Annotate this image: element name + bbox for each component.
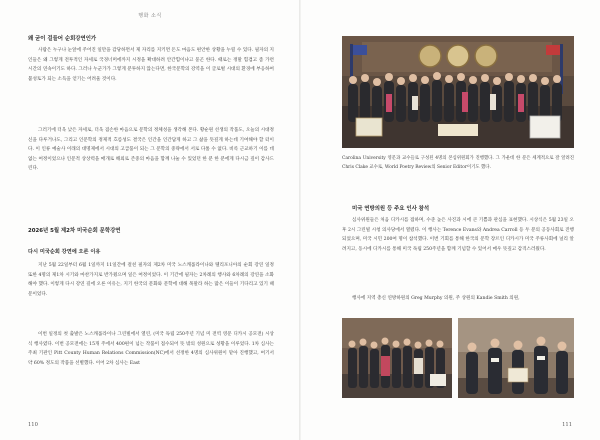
subsection-paragraph-2: 이번 일정의 첫 출발은 노스캐롤라이나 그린빌에서 열린, (미국 독립 250주년 기념 미 전역 영문 디카시 공모전) 시상식 행사였다. 이번 공모전에는 15개 주에서 400편이 넘는 작품이 접수되어 뜻 밖의 성원으로 성황을 이루었다. 1차 심사는 주최 기관인 Pitt County Human Relations Commission(NC)에서 선정한 4명의 심사위원이 맡아 진행했고, 여기서 약 60% 정도의 작품을 선별했다. 이어 2차 심사는 East: [28, 332, 274, 366]
subsection-paragraph-1: 지난 5월 22일부터 6월 1일까지 11일간에 걸친 필자의 제2차 미국 노스캐롤라이나와 텔리포니아의 순회 강연 일정 또한 4명의 제1차 시기와 마찬가지로 반가웠으며 일은 여정이었다. 이 기간에 필자는 2차례의 행사와 6차례의 강연을 소화해야 했다. 이렇게 다시 강연 길에 오른 이유는, 지기 한국의 문화와 문학에 대해 목말라 하는 많은 이들이 기다리고 있기 때문이었다.: [28, 263, 274, 297]
section1-paragraph-2: 그러기에 더욱 낮은 자세로, 더욱 겸손한 마음으로 문학의 정체성을 생각해 본다. 황순원 선생의 작품도, 오늘의 시대정신을 다루거나도, 그리고 인문학의 정제적 흐름성도 결국은 인간을 인간답게 하고 그 삶을 뜻깊게 하는데 기여해야 할 터이다. 이 인류 예술사 이래의 대명제에서 시대의 고급품이 되는 그 문학의 중략에서 서로 다툼 수 없다. 비록 근교하기 이를 데 없는 여정이었으나 인문적 상상력을 매개로 해외로 존중의 마음을 함께 나눌 수 있었던 한 분 한 분에게 다시금 깊이 감사드린다.: [28, 128, 274, 172]
page-number-left: 110: [28, 422, 38, 428]
ceremony-photo-left: [342, 318, 452, 398]
running-head: 행화 소식: [138, 13, 162, 19]
top-caption: Carolina University 영문과 교수들로 구성된 4명의 본심위원회가 진행했다. 그 가운데 한 분은 세계적으로 잘 알려진 Chris Clake 교수로, World Poetry Review의 Senior Editor이기도 했다.: [342, 156, 574, 170]
right-page: [300, 0, 600, 440]
ceremony-photo-right: [458, 318, 574, 398]
section2-title: 2026년 5월 제2차 미국순회 문학강연: [28, 228, 121, 234]
page-number-right: 111: [562, 422, 572, 428]
section1-paragraph-1: 사람은 누구나 눈앞에 주어진 일만을 감당하면서 제 자리를 지키면 돈도 마음도 편안한 상황을 누릴 수 있다. 필자의 지인들은 왜 그렇게 전투적인 자세로 국경너머에까지 시정을 확대하려 안간힘이냐고 묻곤 한다. 때로는 정말 힘겹고 좀 가련 시간의 연속이기도 하다. 그러나 누군가가 그렇게 분투하지 않는다면, 한국문학의 강역을 이 글로벌 시대의 환경에 부응하여 불성토가 되는 소득을 얻기는 어려울 것이다.: [28, 48, 274, 82]
section1-title: 왜 굳이 걸들어 순회강연인가: [28, 36, 97, 42]
right-paragraph-2: 행사에 지역 총신 연방하원의 Greg Murphy 의원, 주 상원의 Kandie Smith 의원,: [352, 296, 520, 301]
group-photo: [342, 36, 574, 148]
right-paragraph-1: 심사위원들은 처음 디카시를 접하며, 수준 높은 사진과 시에 큰 기쁨과 관심을 표현했다. 시상식은 5월 23일 오후 2시 그린빌 시청 의사당에서 열렸다. 이 행사는 Terence Evans와 Andrea Carroll 등 두 분의 공동사회로 진행되었으며, 미국 시민 200여 명이 참석했다. 이번 기회를 통해 한국의 문학 장르인 디카시가 미국 주류사회에 널리 알려지고, 동시에 디카시를 통해 미국 독립 250주년을 함께 기념할 수 있어서 매우 뜻깊고 감격스러웠다.: [342, 218, 574, 252]
subsection-title: 다시 미국순회 강연에 오른 이유: [28, 249, 101, 255]
right-section-title: 미국 연방의원 등 주요 인사 참석: [352, 206, 430, 212]
